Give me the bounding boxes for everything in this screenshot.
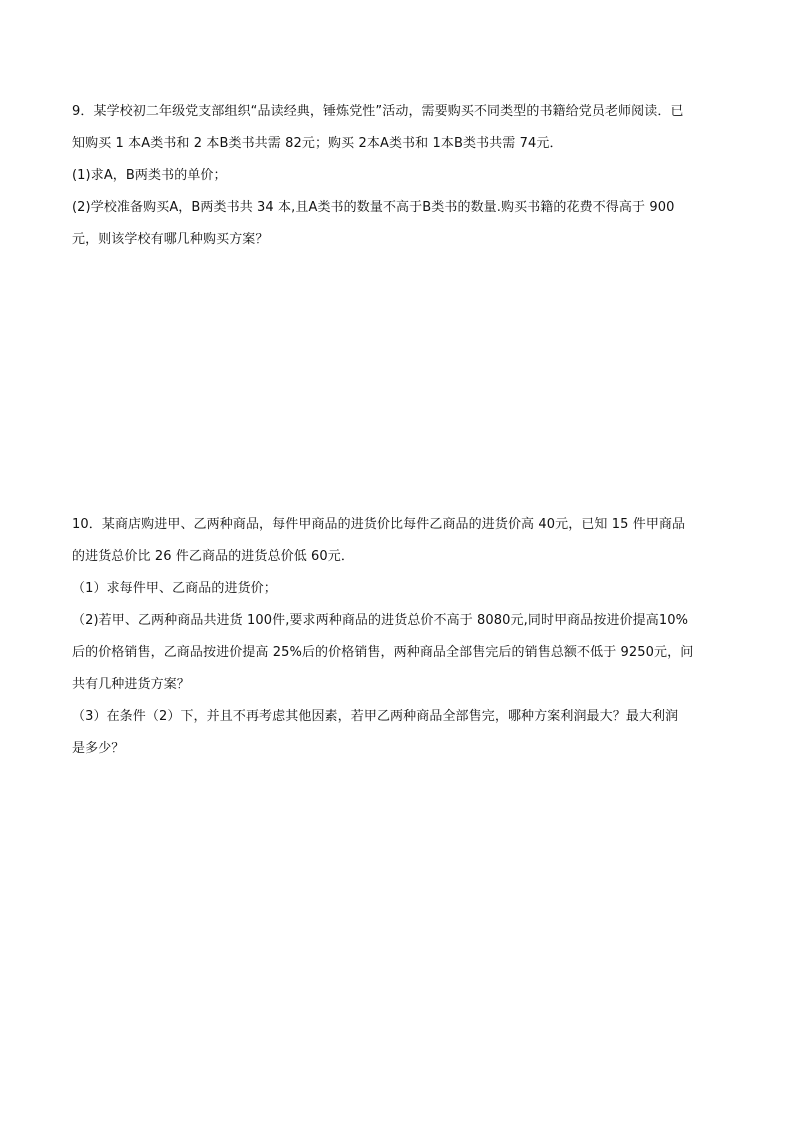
problem-9-stem-line-1: 9．某学校初二年级党支部组织“品读经典，锤炼党性”活动，需要购买不同类型的书籍给党员老师阅读．已 — [72, 104, 684, 119]
problem-10-part-3-line-2: 是多少？ — [72, 741, 125, 756]
problem-9-part-2-line-1: (2)学校准备购买A，B两类书共 34 本,且A类书的数量不高于B类书的数量.购买书籍的花费不得高于 900 — [72, 200, 675, 215]
problem-10-part-2-line-3: 共有几种进货方案？ — [72, 677, 190, 692]
problem-9-stem-line-2: 知购买 1 本A类书和 2 本B类书共需 82元；购买 2本A类书和 1本B类书共需 74元． — [72, 136, 563, 151]
problem-9 — [72, 96, 732, 256]
problem-10-part-1: （1）求每件甲、乙商品的进货价； — [72, 581, 277, 596]
problem-10-stem-line-1: 10．某商店购进甲、乙两种商品，每件甲商品的进货价比每件乙商品的进货价高 40元，已知 15 件甲商品 — [72, 517, 686, 532]
problem-10 — [72, 509, 732, 765]
problem-10-part-2-line-2: 后的价格销售，乙商品按进价提高 25%后的价格销售，两种商品全部售完后的销售总额不低于 9250元，问 — [72, 645, 694, 660]
problem-10-part-2-line-1: （2)若甲、乙两种商品共进货 100件,要求两种商品的进货总价不高于 8080元,同时甲商品按进价提高10% — [72, 613, 689, 628]
problem-9-part-1: (1)求A，B两类书的单价； — [72, 168, 227, 183]
problem-10-part-3-line-1: （3）在条件（2）下，并且不再考虑其他因素，若甲乙两种商品全部售完，哪种方案利润最大？最大利润 — [72, 709, 679, 724]
problem-9-part-2-line-2: 元，则该学校有哪几种购买方案？ — [72, 232, 269, 247]
problem-10-stem-line-2: 的进货总价比 26 件乙商品的进货总价低 60元． — [72, 549, 354, 564]
